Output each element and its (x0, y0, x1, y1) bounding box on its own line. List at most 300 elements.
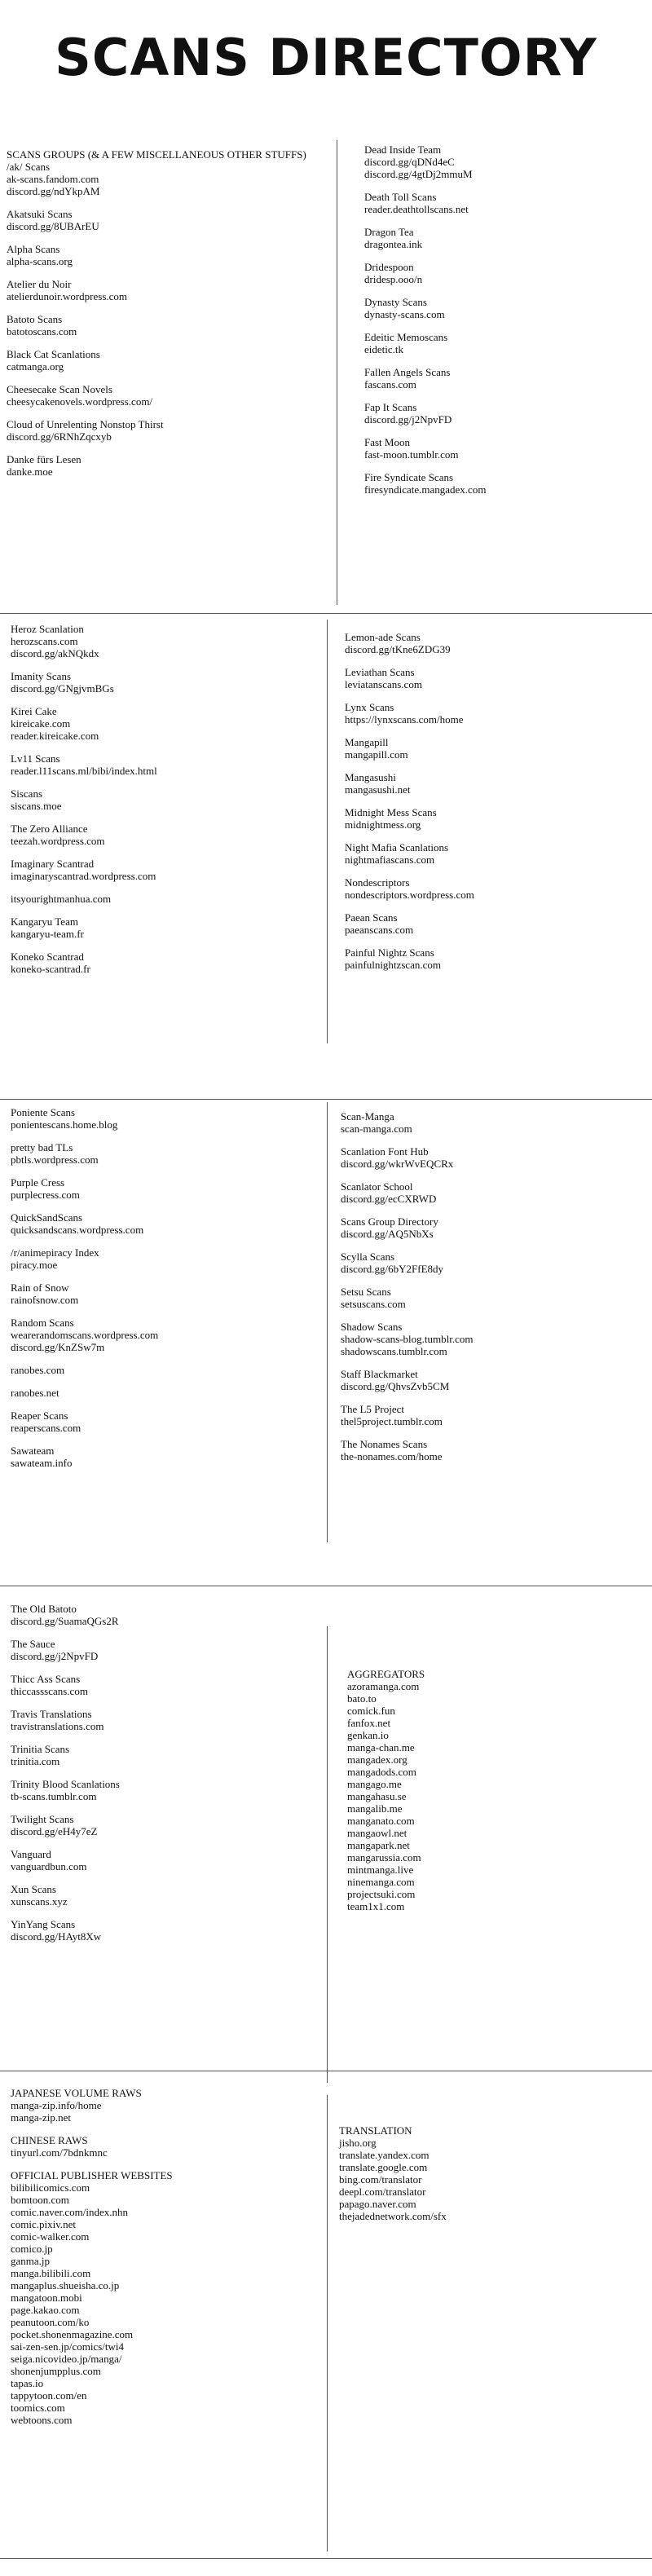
entry-name: Rain of Snow (11, 1281, 69, 1294)
link-item[interactable]: comic.naver.com/index.nhn (11, 2206, 129, 2218)
entry-name: Thicc Ass Scans (11, 1673, 81, 1685)
entry-list (11, 623, 320, 975)
link-item[interactable]: mangahasu.se (347, 1790, 407, 1802)
directory-entry (364, 331, 641, 355)
entry-link[interactable]: discord.gg/SuamaQGs2R (11, 1615, 119, 1627)
directory-entry (11, 1409, 320, 1434)
entry-name: /r/animepiracy Index (11, 1246, 99, 1259)
directory-entry (7, 453, 328, 478)
publisher-group (11, 2169, 320, 2426)
entry-name: Shadow Scans (341, 1321, 403, 1333)
link-item[interactable]: comick.fun (347, 1705, 395, 1717)
link-item[interactable]: mangadex.org (347, 1753, 408, 1766)
column-divider (327, 620, 328, 1043)
entry-name: The L5 Project (341, 1403, 404, 1415)
directory-entry (364, 436, 641, 461)
entry-link[interactable]: discord.gg/ndYkpAM (7, 185, 100, 197)
entry-name: The Nonames Scans (341, 1438, 428, 1450)
entry-link[interactable]: firesyndicate.mangadex.com (364, 483, 487, 496)
directory-entry (11, 1317, 320, 1353)
entry-link[interactable]: discord.gg/GNgjvmBGs (11, 682, 114, 695)
entry-link[interactable]: imaginaryscantrad.wordpress.com (11, 870, 156, 882)
column-divider (327, 1102, 328, 1542)
link-item[interactable]: mangaplus.shueisha.co.jp (11, 2279, 120, 2291)
entry-link[interactable]: discord.gg/6RNhZqcxyb (7, 430, 112, 443)
page-title: SCANS DIRECTORY (55, 28, 597, 87)
entry-link[interactable]: alpha-scans.org (7, 255, 73, 267)
entry-link[interactable]: quicksandscans.wordpress.com (11, 1224, 144, 1236)
entry-name: Kangaryu Team (11, 915, 78, 928)
entry-name: Reaper Scans (11, 1409, 68, 1422)
entry-name: Atelier du Noir (7, 278, 72, 290)
link-item[interactable]: tappytoon.com/en (11, 2389, 87, 2402)
directory-entry (11, 1813, 320, 1837)
entry-name: Midnight Mess Scans (345, 806, 437, 818)
link-item[interactable]: comic-walker.com (11, 2230, 90, 2243)
link-item[interactable]: manganato.com (347, 1815, 415, 1827)
link-item[interactable]: manga-chan.me (347, 1741, 415, 1753)
link-item[interactable]: ninemanga.com (347, 1876, 415, 1888)
translation-heading: TRANSLATION (339, 2124, 412, 2137)
entry-name: Edeitic Memoscans (364, 331, 448, 343)
link-item[interactable]: azoramanga.com (347, 1680, 420, 1692)
entry-link[interactable]: midnightmess.org (345, 818, 421, 831)
link-item[interactable]: sai-zen-sen.jp/comics/twi4 (11, 2340, 124, 2353)
entry-link[interactable]: scan-manga.com (341, 1123, 412, 1135)
entry-name: Fallen Angels Scans (364, 366, 451, 378)
link-item[interactable]: mangadods.com (347, 1766, 416, 1778)
entry-name: Travis Translations (11, 1708, 92, 1720)
directory-entry (7, 278, 328, 302)
directory-entry (7, 208, 328, 232)
directory-entry (364, 191, 641, 215)
link-item[interactable]: pocket.shonenmagazine.com (11, 2328, 134, 2340)
entry-name: Lv11 Scans (11, 752, 60, 765)
entry-link[interactable]: atelierdunoir.wordpress.com (7, 290, 128, 302)
entry-name: Lynx Scans (345, 701, 394, 713)
entry-link[interactable]: siscans.moe (11, 800, 62, 812)
directory-entry (341, 1180, 642, 1205)
entry-link[interactable]: trinitia.com (11, 1755, 60, 1767)
directory-entry (341, 1251, 642, 1275)
entry-list (341, 1110, 642, 1462)
entry-link[interactable]: xunscans.xyz (11, 1895, 68, 1908)
entry-name: Danke fürs Lesen (7, 453, 82, 465)
link-list (339, 2137, 641, 2222)
entry-link[interactable]: koneko-scantrad.fr (11, 963, 90, 975)
entry-name: /ak/ Scans (7, 161, 51, 173)
section-divider (0, 1099, 652, 1100)
link-item[interactable]: ganma.jp (11, 2255, 51, 2267)
entry-name: Death Toll Scans (364, 191, 437, 203)
entry-name: Twilight Scans (11, 1813, 74, 1825)
directory-entry (11, 1176, 320, 1201)
directory-entry (11, 1778, 320, 1802)
entry-link[interactable]: travistranslations.com (11, 1720, 104, 1732)
entry-name: Scanlator School (341, 1180, 413, 1193)
entry-link[interactable]: dynasty-scans.com (364, 308, 445, 320)
link-item[interactable]: mintmanga.live (347, 1864, 414, 1876)
link-item[interactable]: papago.naver.com (339, 2198, 416, 2210)
link-list (11, 2181, 320, 2426)
entry-link[interactable]: kireicake.com (11, 717, 71, 730)
entry-link[interactable]: mangapill.com (345, 748, 408, 761)
entry-link[interactable]: reaperscans.com (11, 1422, 82, 1434)
entry-link[interactable]: cheesycakenovels.wordpress.com/ (7, 395, 153, 408)
entry-name: Heroz Scanlation (11, 623, 84, 635)
link-item[interactable]: genkan.io (347, 1729, 389, 1741)
entry-link[interactable]: discord.gg/akNQkdx (11, 647, 99, 659)
publisher-heading: OFFICIAL PUBLISHER WEBSITES (11, 2169, 173, 2181)
entry-name: Xun Scans (11, 1883, 56, 1895)
entry-link[interactable]: purplecress.com (11, 1189, 80, 1201)
directory-entry (341, 1321, 642, 1357)
entry-link[interactable]: herozscans.com (11, 635, 78, 647)
entry-name: Random Scans (11, 1317, 74, 1329)
directory-entry (345, 841, 638, 866)
section1-left-column (7, 148, 328, 488)
link-item[interactable]: translate.yandex.com (339, 2149, 430, 2161)
entry-name: YinYang Scans (11, 1918, 76, 1930)
entry-link[interactable]: https://lynxscans.com/home (345, 713, 464, 726)
entry-name: QuickSandScans (11, 1211, 83, 1224)
link-item[interactable]: mangatoon.mobi (11, 2291, 82, 2304)
entry-name: Leviathan Scans (345, 666, 415, 678)
section4-left-column (11, 1603, 320, 1953)
entry-link[interactable]: discord.gg/j2NpvFD (364, 413, 452, 426)
entry-name: Cheesecake Scan Novels (7, 383, 112, 395)
aggregators-list (347, 1680, 641, 1912)
entry-name: Mangapill (345, 736, 389, 748)
entry-link[interactable]: discord.gg/j2NpvFD (11, 1650, 99, 1662)
directory-entry (11, 858, 320, 882)
section3-right-column (341, 1110, 642, 1473)
link-item[interactable]: tapas.io (11, 2377, 44, 2389)
directory-entry (364, 261, 641, 285)
entry-link[interactable]: wearerandomscans.wordpress.com (11, 1329, 159, 1341)
link-list (11, 2146, 320, 2159)
entry-link[interactable]: nondescriptors.wordpress.com (345, 889, 474, 901)
directory-entry (341, 1215, 642, 1240)
entry-name: Koneko Scantrad (11, 951, 84, 963)
link-item[interactable]: mangago.me (347, 1778, 402, 1790)
entry-link[interactable]: reader.deathtollscans.net (364, 203, 469, 215)
entry-link[interactable]: piracy.moe (11, 1259, 58, 1271)
link-item[interactable]: thejadednetwork.com/sfx (339, 2210, 447, 2222)
directory-entry (364, 471, 641, 496)
entry-name: Akatsuki Scans (7, 208, 73, 220)
directory-entry (364, 401, 641, 426)
entry-link[interactable]: ranobes.com (11, 1364, 65, 1376)
directory-entry (11, 1106, 320, 1131)
directory-entry (11, 752, 320, 777)
link-item[interactable]: peanutoon.com/ko (11, 2316, 90, 2328)
entry-link[interactable]: discord.gg/qDNd4eC (364, 156, 455, 168)
aggregators-heading: AGGREGATORS (347, 1668, 425, 1680)
directory-entry (11, 1141, 320, 1166)
entry-link[interactable]: shadow-scans-blog.tumblr.com (341, 1333, 474, 1345)
entry-name: Scylla Scans (341, 1251, 395, 1263)
directory-entry (345, 736, 638, 761)
directory-entry (11, 893, 320, 905)
directory-entry (364, 366, 641, 390)
entry-name: Dynasty Scans (364, 296, 427, 308)
link-item[interactable]: projectsuki.com (347, 1888, 416, 1900)
entry-link[interactable]: dragontea.ink (364, 238, 423, 250)
directory-entry (11, 623, 320, 659)
link-item[interactable]: mangalib.me (347, 1802, 403, 1815)
link-item[interactable]: shonenjumpplus.com (11, 2365, 101, 2377)
entry-list (7, 161, 328, 478)
entry-name: The Old Batoto (11, 1603, 77, 1615)
section-divider (0, 2558, 652, 2559)
entry-link[interactable]: fast-moon.tumblr.com (364, 448, 459, 461)
entry-name: Scanlation Font Hub (341, 1145, 429, 1158)
entry-link[interactable]: the-nonames.com/home (341, 1450, 443, 1462)
link-item[interactable]: bato.to (347, 1692, 377, 1705)
entry-link[interactable]: nightmafiascans.com (345, 854, 435, 866)
entry-name: Dragon Tea (364, 226, 414, 238)
entry-link[interactable]: thel5project.tumblr.com (341, 1415, 443, 1427)
directory-entry (11, 823, 320, 847)
section2-left-column (11, 623, 320, 986)
translation-column (339, 2124, 641, 2222)
entry-name: The Sauce (11, 1638, 55, 1650)
entry-name: Fire Syndicate Scans (364, 471, 454, 483)
entry-name: Dead Inside Team (364, 143, 442, 156)
entry-name: Poniente Scans (11, 1106, 76, 1118)
entry-name: Dridespoon (364, 261, 414, 273)
entry-name: Black Cat Scanlations (7, 348, 100, 360)
column-divider (327, 1626, 328, 2083)
entry-list (11, 1603, 320, 1943)
entry-link[interactable]: vanguardbun.com (11, 1860, 87, 1872)
entry-link[interactable]: ak-scans.fandom.com (7, 173, 99, 185)
column-divider (327, 2095, 328, 2552)
directory-entry (11, 1281, 320, 1306)
directory-entry (11, 1743, 320, 1767)
section1-right-column (364, 143, 641, 506)
entry-link[interactable]: mangasushi.net (345, 783, 411, 796)
entry-name: Mangasushi (345, 771, 396, 783)
directory-entry (341, 1145, 642, 1170)
link-item[interactable]: mangarussia.com (347, 1851, 421, 1864)
directory-entry (364, 296, 641, 320)
entry-list (11, 1106, 320, 1469)
link-item[interactable]: manga-zip.info/home (11, 2099, 102, 2111)
section2-right-column (345, 631, 638, 981)
entry-link[interactable]: discord.gg/wkrWvEQCRx (341, 1158, 454, 1170)
directory-entry (341, 1403, 642, 1427)
directory-entry (345, 911, 638, 936)
directory-entry (364, 143, 641, 180)
link-item[interactable]: toomics.com (11, 2402, 65, 2414)
entry-link[interactable]: fascans.com (364, 378, 416, 390)
directory-entry (11, 705, 320, 742)
link-item[interactable]: fanfox.net (347, 1717, 391, 1729)
link-item[interactable]: deepl.com/translator (339, 2186, 426, 2198)
entry-name: pretty bad TLs (11, 1141, 73, 1153)
entry-link[interactable]: dridesp.ooo/n (364, 273, 423, 285)
entry-name: Siscans (11, 787, 42, 800)
directory-entry (7, 348, 328, 373)
entry-name: The Zero Alliance (11, 823, 88, 835)
entry-link[interactable]: thiccassscans.com (11, 1685, 88, 1697)
link-item[interactable]: manga.bilibili.com (11, 2267, 91, 2279)
entry-link[interactable]: catmanga.org (7, 360, 64, 373)
directory-entry (345, 701, 638, 726)
entry-name: Lemon-ade Scans (345, 631, 421, 643)
aggregators-column (347, 1668, 641, 1912)
entry-name: Scans Group Directory (341, 1215, 438, 1228)
entry-link[interactable]: reader.l11scans.ml/bibi/index.html (11, 765, 157, 777)
entry-name: Vanguard (11, 1848, 51, 1860)
link-item[interactable]: comic.pixiv.net (11, 2218, 77, 2230)
directory-entry (345, 946, 638, 971)
directory-entry (11, 1638, 320, 1662)
entry-link[interactable]: discord.gg/6bY2FfE8dy (341, 1263, 444, 1275)
entry-list (364, 143, 641, 496)
link-item[interactable]: translate.google.com (339, 2161, 428, 2173)
directory-entry (11, 1246, 320, 1271)
entry-name: Night Mafia Scanlations (345, 841, 449, 854)
entry-name: Scan-Manga (341, 1110, 394, 1123)
directory-entry (11, 1883, 320, 1908)
entry-name: Trinitia Scans (11, 1743, 70, 1755)
entry-name: Painful Nightz Scans (345, 946, 434, 959)
directory-entry (11, 915, 320, 940)
entry-link[interactable]: leviatanscans.com (345, 678, 422, 690)
entry-link[interactable]: sawateam.info (11, 1457, 73, 1469)
entry-link[interactable]: eidetic.tk (364, 343, 404, 355)
entry-name: Nondescriptors (345, 876, 410, 889)
entry-link[interactable]: rainofsnow.com (11, 1294, 79, 1306)
link-item[interactable]: bilibilicomics.com (11, 2181, 90, 2194)
directory-entry (7, 243, 328, 267)
link-item[interactable]: bomtoon.com (11, 2194, 69, 2206)
entry-link[interactable]: painfulnightzscan.com (345, 959, 442, 971)
entry-name: Cloud of Unrelenting Nonstop Thirst (7, 418, 164, 430)
entry-name: Imaginary Scantrad (11, 858, 95, 870)
entry-link[interactable]: discord.gg/eH4y7eZ (11, 1825, 98, 1837)
directory-entry (341, 1368, 642, 1392)
link-item[interactable]: jisho.org (339, 2137, 377, 2149)
entry-link[interactable]: teezah.wordpress.com (11, 835, 105, 847)
directory-entry (11, 1848, 320, 1872)
link-item[interactable]: mangapark.net (347, 1839, 410, 1851)
directory-entry (11, 670, 320, 695)
entry-link[interactable]: kangaryu-team.fr (11, 928, 84, 940)
scans-groups-heading: SCANS GROUPS (& A FEW MISCELLANEOUS OTHER STUFFS) (7, 148, 306, 161)
section3-left-column (11, 1106, 320, 1480)
entry-name: Trinity Blood Scanlations (11, 1778, 120, 1790)
section-divider (0, 613, 652, 614)
directory-entry (11, 1364, 320, 1376)
directory-entry (11, 1387, 320, 1399)
link-item[interactable]: bing.com/translator (339, 2173, 422, 2186)
entry-link[interactable]: discord.gg/QhvsZvb5CM (341, 1380, 450, 1392)
entry-link[interactable]: discord.gg/KnZSw7m (11, 1341, 105, 1353)
entry-link[interactable]: itsyourightmanhua.com (11, 893, 112, 905)
link-item[interactable]: comico.jp (11, 2243, 53, 2255)
link-item[interactable]: webtoons.com (11, 2414, 73, 2426)
entry-link[interactable]: batotoscans.com (7, 325, 77, 337)
entry-name: Alpha Scans (7, 243, 60, 255)
directory-entry (364, 226, 641, 250)
entry-name: Purple Cress (11, 1176, 65, 1189)
directory-entry (7, 161, 328, 197)
entry-name: Sawateam (11, 1445, 55, 1457)
directory-entry (11, 1708, 320, 1732)
directory-entry (7, 383, 328, 408)
entry-link[interactable]: danke.moe (7, 465, 53, 478)
entry-link[interactable]: discord.gg/4gtDj2mmuM (364, 168, 473, 180)
chinese-raws-group (11, 2134, 320, 2159)
directory-entry (11, 1211, 320, 1236)
directory-entry (11, 1603, 320, 1627)
entry-link[interactable]: discord.gg/8UBArEU (7, 220, 99, 232)
japanese-raws-heading: JAPANESE VOLUME RAWS (11, 2087, 142, 2099)
link-item[interactable]: manga-zip.net (11, 2111, 71, 2124)
entry-link[interactable]: setsuscans.com (341, 1298, 406, 1310)
entry-list (345, 631, 638, 971)
entry-name: Imanity Scans (11, 670, 72, 682)
link-item[interactable]: mangaowl.net (347, 1827, 408, 1839)
entry-name: Setsu Scans (341, 1286, 391, 1298)
link-item[interactable]: team1x1.com (347, 1900, 405, 1912)
directory-entry (345, 771, 638, 796)
directory-entry (7, 313, 328, 337)
directory-entry (345, 806, 638, 831)
chinese-raws-heading: CHINESE RAWS (11, 2134, 88, 2146)
directory-entry (341, 1438, 642, 1462)
section5-left-column (11, 2087, 320, 2437)
link-list (11, 2099, 320, 2124)
entry-name: Kirei Cake (11, 705, 57, 717)
directory-entry (11, 951, 320, 975)
entry-link[interactable]: reader.kireicake.com (11, 730, 99, 742)
entry-link[interactable]: tb-scans.tumblr.com (11, 1790, 97, 1802)
directory-entry (345, 666, 638, 690)
entry-link[interactable]: discord.gg/ecCXRWD (341, 1193, 437, 1205)
link-item[interactable]: seiga.nicovideo.jp/manga/ (11, 2353, 122, 2365)
entry-name: Fast Moon (364, 436, 410, 448)
directory-entry (341, 1110, 642, 1135)
entry-link[interactable]: ranobes.net (11, 1387, 59, 1399)
japanese-raws-group (11, 2087, 320, 2124)
entry-link[interactable]: paeanscans.com (345, 924, 414, 936)
entry-link[interactable]: discord.gg/tKne6ZDG39 (345, 643, 451, 655)
entry-link[interactable]: discord.gg/AQ5NbXs (341, 1228, 434, 1240)
directory-entry (11, 1673, 320, 1697)
directory-entry (345, 631, 638, 655)
directory-entry (7, 418, 328, 443)
directory-entry (341, 1286, 642, 1310)
entry-name: Fap It Scans (364, 401, 417, 413)
entry-name: Staff Blackmarket (341, 1368, 418, 1380)
directory-entry (345, 876, 638, 901)
directory-entry (11, 1918, 320, 1943)
link-item[interactable]: page.kakao.com (11, 2304, 80, 2316)
entry-link[interactable]: discord.gg/HAyt8Xw (11, 1930, 102, 1943)
link-item[interactable]: tinyurl.com/7bdnkmnc (11, 2146, 108, 2159)
directory-entry (11, 1445, 320, 1469)
entry-link[interactable]: pbtls.wordpress.com (11, 1153, 99, 1166)
entry-link[interactable]: ponientescans.home.blog (11, 1118, 118, 1131)
entry-link[interactable]: shadowscans.tumblr.com (341, 1345, 447, 1357)
entry-name: Paean Scans (345, 911, 398, 924)
entry-name: Batoto Scans (7, 313, 63, 325)
